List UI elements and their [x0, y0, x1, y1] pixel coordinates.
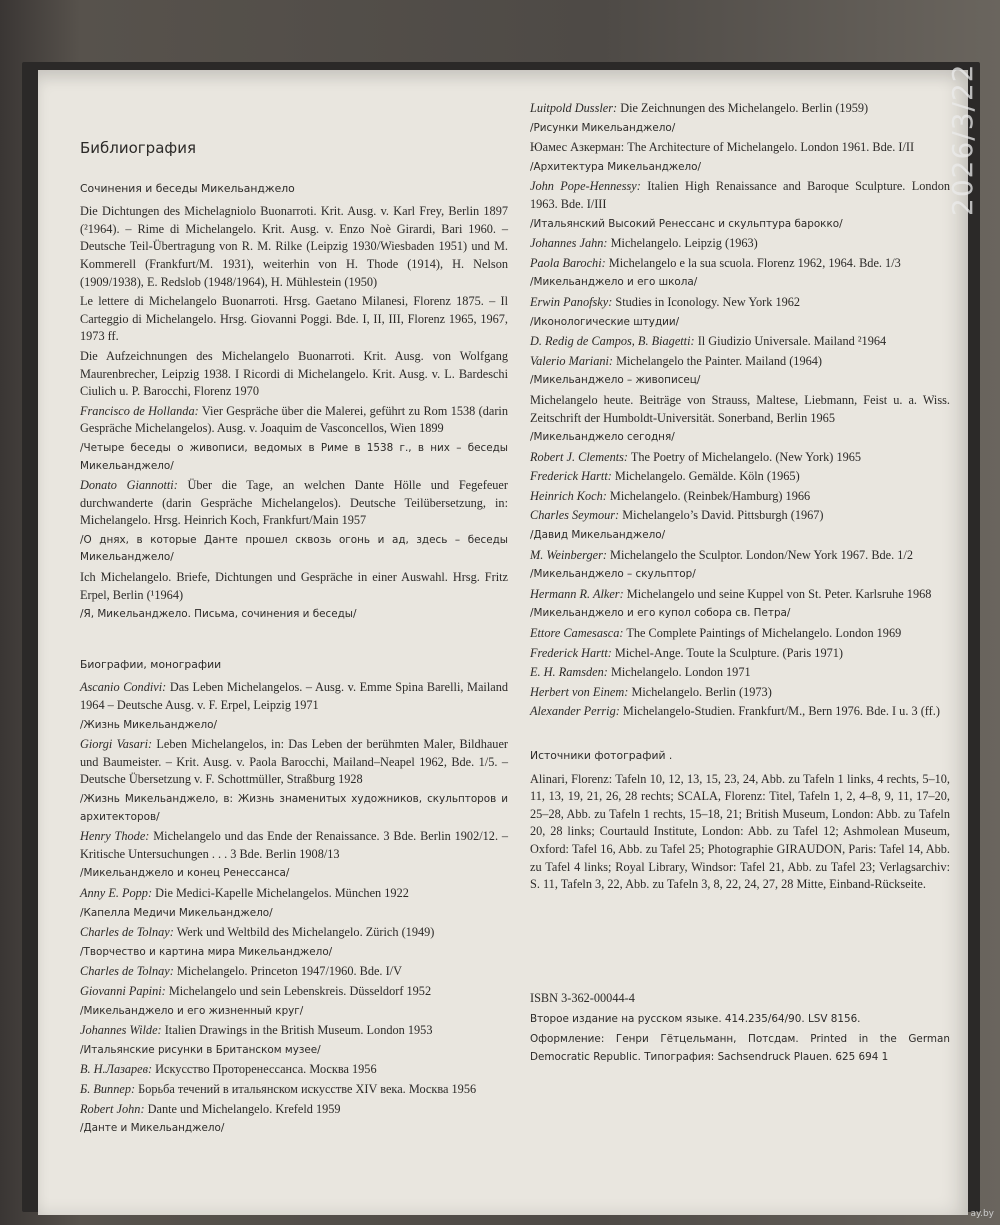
bibliography-entry: [530, 468, 950, 486]
bibliography-entry: [530, 507, 950, 525]
entry-russian-title: /Микельанджело и его жизненный круг/: [80, 1004, 304, 1017]
entry-author: Herbert von Einem:: [530, 684, 629, 699]
entry-text: Michelangelo’s David. Pittsburgh (1967): [622, 508, 824, 523]
entry-russian-title: /Итальянский Высокий Ренессанс и скульптура барокко/: [530, 217, 843, 230]
bibliography-entry: [530, 139, 950, 157]
entry-text: Michelangelo und sein Lebenskreis. Düsseldorf 1952: [168, 983, 432, 998]
entry-author: Luitpold Dussler:: [530, 101, 618, 115]
bibliography-entry: [80, 679, 508, 714]
left-column: [80, 140, 508, 1140]
entry-text: Michelangelo. Leipzig (1963): [610, 236, 758, 251]
entry-text: Studies in Iconology. New York 1962: [615, 294, 801, 309]
entry-text: Italien High Renaissance and Baroque Sculpture. London 1963. Bde. I/III: [530, 179, 950, 211]
entry-text: The Poetry of Michelangelo. (New York) 1965: [630, 449, 862, 464]
bibliography-entry: [530, 392, 950, 427]
entry-author: D. Redig de Campos, B. Biagetti:: [530, 334, 695, 349]
entry-author: M. Weinberger:: [530, 547, 607, 562]
bibliography-entry: [80, 1061, 508, 1079]
entry-text: Борьба течений в итальянском искусстве XIV века. Москва 1956: [138, 1081, 477, 1096]
bibliography-entry: [80, 293, 508, 346]
bibliography-entry: [530, 586, 950, 604]
isbn-line: ISBN 3-362-00044-4: [530, 990, 635, 1005]
page-title: Библиография: [80, 139, 196, 157]
entry-author: Charles Seymour:: [530, 508, 620, 523]
entry-author: Henry Thode:: [80, 829, 150, 844]
bibliography-entry: [80, 477, 508, 530]
entry-author: Paola Barochi:: [530, 255, 606, 270]
entry-text: Michelangelo the Sculptor. London/New York 1967. Bde. 1/2: [610, 547, 913, 562]
entry-text: Michelangelo-Studien. Frankfurt/M., Bern 1976. Bde. I u. 3 (ff.): [622, 704, 940, 719]
entry-author: Anny E. Popp:: [80, 885, 153, 900]
bibliography-entry: [530, 255, 950, 273]
entry-author: Hermann R. Alker:: [530, 586, 624, 601]
bibliography-entry: [80, 828, 508, 863]
bibliography-entry: [530, 294, 950, 312]
entry-author: E. H. Ramsden:: [530, 665, 608, 680]
bibliography-entry: [530, 547, 950, 565]
entry-russian-title: /Микельанджело сегодня/: [530, 431, 675, 444]
entry-author: Donato Giannotti:: [80, 478, 178, 493]
bibliography-entry: [530, 235, 950, 253]
entry-text: Michelangelo e la sua scuola. Florenz 1962, 1964. Bde. 1/3: [608, 255, 901, 270]
bibliography-entry: [530, 684, 950, 702]
entry-author: Ettore Camesasca:: [530, 626, 624, 641]
entry-author: Charles de Tolnay:: [80, 925, 174, 940]
bibliography-entry: [530, 178, 950, 213]
entry-text: Michelangelo. (Reinbek/Hamburg) 1966: [609, 488, 811, 503]
entry-author: Robert John:: [80, 1101, 145, 1116]
bibliography-entry: [80, 924, 508, 942]
entry-text: Die Dichtungen des Michelagniolo Buonarroti. Krit. Ausg. v. Karl Frey, Berlin 1897 (²1964). – Rime di Michelangelo. Krit. Ausg. v. Enzo Noè Girardi, Bari 1960. – Deutsche Teil-Übertragung von R. M. Rilke (Leipzig 1930/Wiesbaden 1951) und M. Kommerell (Frankfurt/M. 1931), weiterhin von H. Thode (1914), H. Nelson (1909/1938), E. Redslob (1948/1964), H. Mühlestein (1950): [80, 204, 508, 289]
bibliography-entry: [530, 353, 950, 371]
entry-author: John Pope-Hennessy:: [530, 179, 641, 194]
bibliography-entry: [530, 645, 950, 663]
entry-text: Искусство Протоpeнессанса. Москва 1956: [155, 1062, 377, 1077]
bibliography-entry: [80, 569, 508, 604]
works-list: [80, 203, 508, 624]
entry-text: Ich Michelangelo. Briefe, Dichtungen und Gespräche in einer Auswahl. Hrsg. Fritz Erpel, Berlin (¹1964): [80, 570, 508, 602]
entry-text: Werk und Weltbild des Michelangelo. Zürich (1949): [176, 925, 435, 940]
entry-text: Michelangelo und das Ende der Renaissance. 3 Bde. Berlin 1902/12. – Kritische Untersuchungen . . . 3 Bde. Berlin 1908/13: [80, 829, 508, 861]
entry-text: Il Giudizio Universale. Mailand ²1964: [697, 334, 887, 349]
entry-text: Die Aufzeichnungen des Michelangelo Buonarroti. Krit. Ausg. von Wolfgang Maurenbrecher, Leipzig 1938. I Ricordi di Michelangelo. Krit. Ausg. v. L. Bardeschi Ciulich u. P. Barocchi, Florenz 1970: [80, 348, 508, 399]
bibliography-entry: [80, 1081, 508, 1099]
bibliography-entry: [80, 1022, 508, 1040]
bibliography-entry: [80, 983, 508, 1001]
right-column: [530, 100, 950, 1068]
entry-russian-title: /Жизнь Микельанджело/: [80, 718, 217, 731]
entry-author: Alexander Perrig:: [530, 704, 620, 719]
section-heading-biographies: Биографии, монографии: [80, 657, 222, 671]
entry-author: Charles de Tolnay:: [80, 964, 174, 979]
entry-text: Die Zeichnungen des Michelangelo. Berlin (1959): [620, 101, 869, 115]
bibliography-entry: [530, 703, 950, 721]
entry-russian-title: /Иконологические штудии/: [530, 315, 680, 328]
entry-author: Valerio Mariani:: [530, 353, 613, 368]
section-heading-works: Сочинения и беседы Микельанджело: [80, 181, 295, 195]
bibliography-entry: [530, 100, 950, 118]
entry-russian-title: /Творчество и картина мира Микельанджело/: [80, 945, 333, 958]
entry-author: Erwin Panofsky:: [530, 294, 613, 309]
entry-russian-title: /Микельанджело – скульптор/: [530, 568, 696, 581]
entry-russian-title: /Микельанджело и его купол собора св. Петра/: [530, 607, 791, 620]
entry-author: Frederick Hartt:: [530, 645, 612, 660]
entry-russian-title: /Данте и Микельанджело/: [80, 1122, 225, 1135]
entry-author: Б. Виппер:: [80, 1081, 136, 1096]
entry-russian-title: /Микельанджело и его школа/: [530, 276, 698, 289]
entry-russian-title: /Жизнь Микельанджело, в: Жизнь знаменитых художников, скульпторов и архитекторов/: [80, 793, 508, 823]
entry-russian-title: /Микельанджело и конец Ренессанса/: [80, 867, 290, 880]
entry-author: Giovanni Papini:: [80, 983, 166, 998]
entry-russian-title: /Давид Микельанджело/: [530, 529, 666, 542]
entry-text: Юамес Азкерман: The Architecture of Michelangelo. London 1961. Bde. I/II: [530, 140, 915, 155]
entry-text: Michelangelo. Princeton 1947/1960. Bde. I/V: [176, 964, 402, 979]
entry-russian-title: /О днях, в которые Данте прошел сквозь огонь и ад, здесь – беседы Микельанджело/: [80, 533, 508, 564]
entry-text: Michelangelo und seine Kuppel von St. Peter. Karlsruhe 1968: [626, 586, 932, 601]
bibliography-entry: [80, 736, 508, 789]
entry-russian-title: /Капелла Медичи Микельанджело/: [80, 906, 273, 919]
entry-author: Johannes Jahn:: [530, 236, 608, 251]
bibliography-entry: [530, 449, 950, 467]
bibliography-continued-list: [530, 100, 950, 721]
bibliography-entry: [80, 203, 508, 291]
entry-text: Michelangelo the Painter. Mailand (1964): [616, 353, 822, 368]
entry-russian-title: /Я, Микельанджело. Письма, сочинения и беседы/: [80, 608, 357, 621]
entry-text: Die Medici-Kapelle Michelangelos. München 1922: [155, 885, 409, 900]
bibliography-entry: [530, 488, 950, 506]
entry-russian-title: /Четыре беседы о живописи, ведомых в Риме в 1538 г., в них – беседы Микельанджело/: [80, 441, 508, 472]
entry-text: Le lettere di Michelangelo Buonarroti. Hrsg. Gaetano Milanesi, Florenz 1875. – Il Carteggio di Michelangelo. Hrsg. Giovanni Poggi. Bde. I, II, III, Florenz 1965, 1967, 1973 ff.: [80, 294, 508, 344]
entry-author: Francisco de Hollanda:: [80, 403, 199, 418]
entry-author: Johannes Wilde:: [80, 1023, 162, 1038]
entry-russian-title: /Микельанджело – живописец/: [530, 374, 701, 387]
entry-russian-title: /Итальянские рисунки в Британском музее/: [80, 1043, 321, 1056]
entry-text: The Complete Paintings of Michelangelo. London 1969: [626, 626, 902, 641]
entry-text: Michelangelo heute. Beiträge von Strauss, Maltese, Liebmann, Feist u. a. Wiss. Zeitschrift der Humboldt-Universität. Sonerband, Berlin 1965: [530, 392, 950, 425]
entry-text: Vier Gespräche über die Malerei, geführt zu Rom 1538 (darin Gespräche Michelangelos). Ausg. v. Joaquim de Vasconcellos, Wien 1899: [80, 403, 508, 436]
biographies-list: [80, 679, 508, 1137]
entry-text: Michel-Ange. Toute la Sculpture. (Paris 1971): [614, 645, 843, 660]
entry-text: Michelangelo. Gemälde. Köln (1965): [614, 469, 800, 484]
entry-text: Über die Tage, an welchen Dante Hölle und Fegefeuer durchwanderte (darin Gespräche Michelangelos). Deutsche Teilübersetzung, in: Michelangelo. Hrsg. Heinrich Koch, Frankfurt/Main 1957: [80, 478, 508, 528]
entry-author: Frederick Hartt:: [530, 469, 612, 484]
bibliography-entry: [80, 348, 508, 401]
bibliography-entry: [530, 625, 950, 643]
entry-author: Robert J. Clements:: [530, 449, 629, 464]
bibliography-entry: [80, 885, 508, 903]
entry-author: Ascanio Condivi:: [80, 680, 167, 695]
entry-text: Italien Drawings in the British Museum. London 1953: [164, 1023, 433, 1038]
entry-author: Heinrich Koch:: [530, 488, 607, 503]
imprint-credits: Оформление: Генри Гётцельманн, Потсдам. Printed in the German Democratic Republic. Типография: Sachsendruck Plauen. 625 694 1: [530, 1032, 950, 1063]
date-watermark: 2026/3/22: [946, 63, 979, 216]
bibliography-entry: [530, 333, 950, 351]
bibliography-entry: [80, 963, 508, 981]
entry-text: Das Leben Michelangelos. – Ausg. v. Emme Spina Barelli, Mailand 1964 – Deutsche Ausg. v. F. Erpel, Leipzig 1971: [80, 680, 508, 713]
bibliography-entry: [530, 664, 950, 682]
section-heading-photo-sources: Источники фотографий .: [530, 749, 673, 762]
entry-text: Dante und Michelangelo. Krefeld 1959: [147, 1101, 341, 1116]
entry-text: Leben Michelangelos, in: Das Leben der berühmten Maler, Bildhauer und Baumeister. – Krit. Ausg. v. Paola Barocchi, Mailand–Neapel 1962, Bde. 1/5. – Deutsche Übersetzung v. F. Schottmüller, Straßburg 1928: [80, 737, 508, 787]
entry-russian-title: /Архитектура Микельанджело/: [530, 160, 702, 173]
site-watermark: ay.by: [970, 1209, 994, 1219]
entry-author: Giorgi Vasari:: [80, 737, 153, 752]
entry-text: Michelangelo. London 1971: [610, 665, 751, 680]
entry-text: Michelangelo. Berlin (1973): [631, 684, 772, 699]
photo-sources-text: Alinari, Florenz: Tafeln 10, 12, 13, 15, 23, 24, Abb. zu Tafeln 1 links, 4 rechts, 5–10, 11, 13, 19, 21, 26, 28 rechts; SCALA, Florenz: Titel, Tafeln 1, 2, 4–8, 9, 11, 17–20, 25–28, Abb. zu Tafeln 1 rechts, 15–18, 21; British Museum, London: Abb. zu Tafeln 20, 28 links; Courtauld Institute, London: Abb. zu Tafel 12; Ashmolean Museum, Oxford: Tafel 16, Abb. zu Tafel 25; Photographie GIRAUDON, Paris: Tafel 14, Abb. zu Tafel 4 links; Royal Library, Windsor: Tafel 21, Abb. zu Tafel 23; Verlagsarchiv: S. 11, Tafeln 3, 22, Abb. zu Tafeln 3, 8, 22, 24, 27, 28 Mitte, Einband-Rückseite.: [530, 771, 950, 892]
entry-author: В. Н.Лазарев:: [80, 1062, 153, 1077]
bibliography-entry: [80, 403, 508, 438]
bibliography-entry: [80, 1101, 508, 1119]
entry-russian-title: /Рисунки Микельанджело/: [530, 121, 676, 134]
imprint-edition: Второе издание на русском языке. 414.235/64/90. LSV 8156.: [530, 1013, 861, 1026]
